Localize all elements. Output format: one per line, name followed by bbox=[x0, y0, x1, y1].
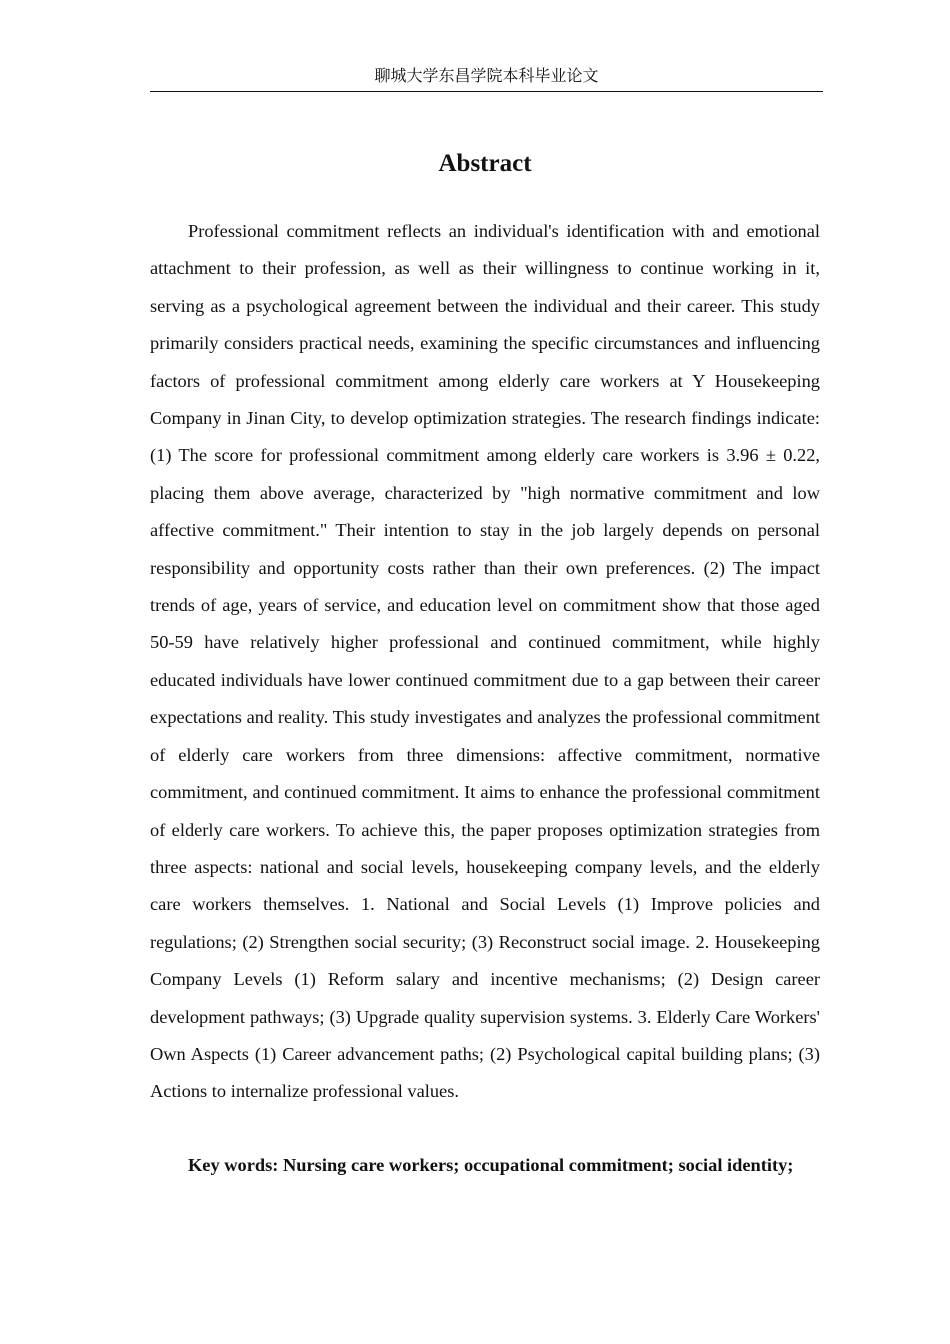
abstract-body: Professional commitment reflects an individual's identification with and emotional attachment to their profession, as well as their willingness to continue working in it, serving as a psychological agreement between the individual and their career. This study primarily considers practical needs, examining the specific circumstances and influencing factors of professional commitment among elderly care workers at Y Housekeeping Company in Jinan City, to develop optimization strategies. The research findings indicate: (1) The score for professional commitment among elderly care workers is 3.96 ± 0.22, placing them above average, characterized by "high normative commitment and low affective commitment." Their intention to stay in the job largely depends on personal responsibility and opportunity costs rather than their own preferences. (2) The impact trends of age, years of service, and education level on commitment show that those aged 50-59 have relatively higher professional and continued commitment, while highly educated individuals have lower continued commitment due to a gap between their career expectations and reality. This study investigates and analyzes the professional commitment of elderly care workers from three dimensions: affective commitment, normative commitment, and continued commitment. It aims to enhance the professional commitment of elderly care workers. To achieve this, the paper proposes optimization strategies from three aspects: national and social levels, housekeeping company levels, and the elderly care workers themselves. 1. National and Social Levels (1) Improve policies and regulations; (2) Strengthen social security; (3) Reconstruct social image. 2. Housekeeping Company Levels (1) Reform salary and incentive mechanisms; (2) Design career development pathways; (3) Upgrade quality supervision systems. 3. Elderly Care Workers' Own Aspects (1) Career advancement paths; (2) Psychological capital building plans; (3) Actions to internalize professional values. bbox=[150, 221, 820, 1102]
header-rule bbox=[150, 91, 823, 92]
abstract-title: Abstract bbox=[438, 150, 532, 177]
keywords-line: Key words: Nursing care workers; occupational commitment; social identity; bbox=[188, 1155, 794, 1175]
running-header: 聊城大学东昌学院本科毕业论文 bbox=[374, 66, 599, 85]
